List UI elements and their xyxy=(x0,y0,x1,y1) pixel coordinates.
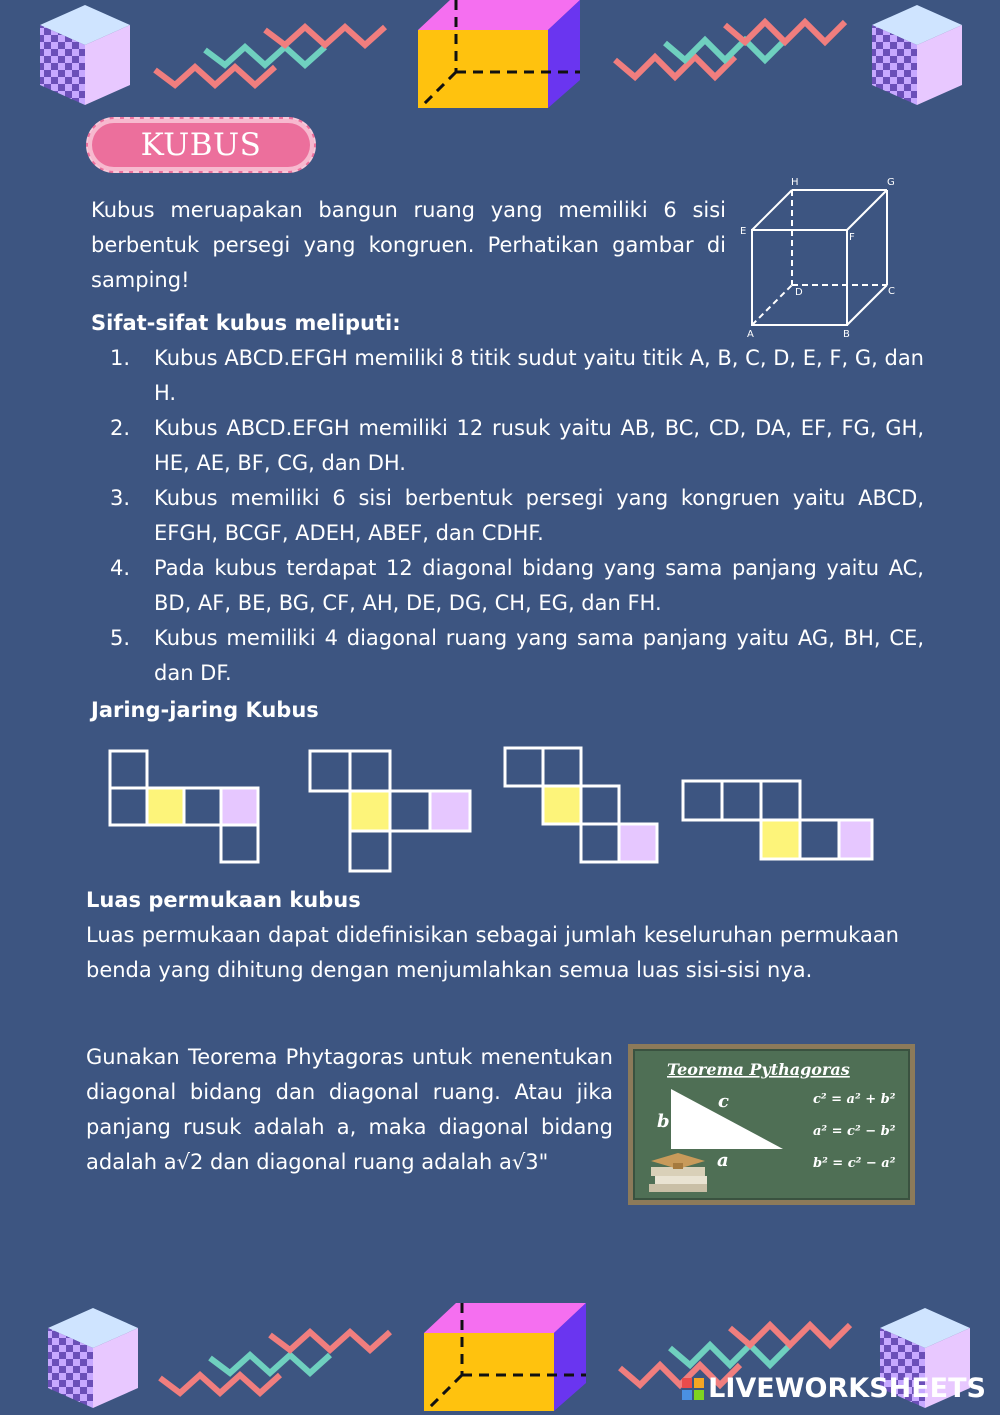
watermark-text: LIVEWORKSHEETS xyxy=(708,1373,986,1404)
properties-heading: Sifat-sifat kubus meliputi: xyxy=(91,311,401,335)
cube-label-a: A xyxy=(747,329,754,340)
cube-net-1 xyxy=(105,746,265,871)
cube-net-3 xyxy=(500,743,665,868)
checkered-cube-icon xyxy=(30,0,140,110)
surface-paragraph: Luas permukaan dapat didefinisikan sebagai jumlah keseluruhan permukaan benda yang dihitung dengan menjumlahkan semua luas sisi-sisi nya. xyxy=(86,923,899,982)
cube-label-h: H xyxy=(791,177,799,188)
board-formula-1: c² = a² + b² xyxy=(813,1092,896,1107)
board-formula-3: b² = c² − a² xyxy=(813,1156,896,1171)
zigzag-decoration-icon xyxy=(610,5,850,105)
list-item: 3. Kubus memiliki 6 sisi berbentuk persegi yang kongruen yaitu ABCD, EFGH, BCGF, ADEH, ABEF, dan CDHF. xyxy=(110,486,924,545)
board-formula-2: a² = c² − b² xyxy=(813,1124,896,1139)
list-item: 1. Kubus ABCD.EFGH memiliki 8 titik sudut yaitu titik A, B, C, D, E, F, G, dan H. xyxy=(110,346,924,405)
cube-net-2 xyxy=(305,746,475,876)
list-item: 5. Kubus memiliki 4 diagonal ruang yang sama panjang yaitu AG, BH, CE, dan DF. xyxy=(110,626,924,685)
board-side-a: a xyxy=(717,1150,729,1171)
board-title: Teorema Pythagoras xyxy=(667,1060,850,1079)
surface-heading: Luas permukaan kubus xyxy=(86,888,361,912)
board-side-b: b xyxy=(657,1111,670,1132)
list-item: 2. Kubus ABCD.EFGH memiliki 12 rusuk yaitu AB, BC, CD, DA, EF, FG, GH, HE, AE, BF, CG, dan DH. xyxy=(110,416,924,475)
zigzag-decoration-icon xyxy=(155,1303,395,1403)
cube-net-4 xyxy=(678,776,878,866)
intro-paragraph: Kubus meruapakan bangun ruang yang memiliki 6 sisi berbentuk persegi yang kongruen. Perhatikan gambar di samping! xyxy=(91,198,726,292)
nets-heading: Jaring-jaring Kubus xyxy=(91,698,319,722)
box-decoration-icon xyxy=(410,0,590,112)
books-icon xyxy=(649,1153,707,1192)
cube-diagram xyxy=(735,172,905,342)
zigzag-decoration-icon xyxy=(150,5,390,105)
checkered-cube-icon xyxy=(862,0,972,110)
cube-label-b: B xyxy=(843,329,850,340)
top-decoration xyxy=(0,0,1000,115)
liveworksheets-watermark xyxy=(682,1373,986,1404)
page-title: KUBUS xyxy=(140,127,262,163)
cube-label-d: D xyxy=(795,287,803,298)
board-drawing xyxy=(633,1049,910,1200)
cube-label-g: G xyxy=(887,177,895,188)
pythagoras-board xyxy=(628,1044,915,1205)
checkered-cube-icon xyxy=(38,1303,148,1413)
cube-label-e: E xyxy=(740,226,747,237)
cube-label-f: F xyxy=(849,232,855,243)
cube-label-c: C xyxy=(888,286,895,297)
liveworksheets-logo-icon xyxy=(682,1378,704,1400)
board-side-c: c xyxy=(718,1091,729,1112)
properties-list xyxy=(110,341,924,691)
box-decoration-icon xyxy=(416,1303,596,1415)
list-item: 4. Pada kubus terdapat 12 diagonal bidang yang sama panjang yaitu AC, BD, AF, BE, BG, CF, AH, DE, DG, CH, EG, dan FH. xyxy=(110,556,924,615)
title-badge xyxy=(86,117,316,173)
pythagoras-paragraph: Gunakan Teorema Phytagoras untuk menentukan diagonal bidang dan diagonal ruang. Atau jika panjang rusuk adalah a, maka diagonal bidang adalah a√2 dan diagonal ruang adalah a√3" xyxy=(86,1045,613,1174)
cube-nets xyxy=(0,740,1000,880)
